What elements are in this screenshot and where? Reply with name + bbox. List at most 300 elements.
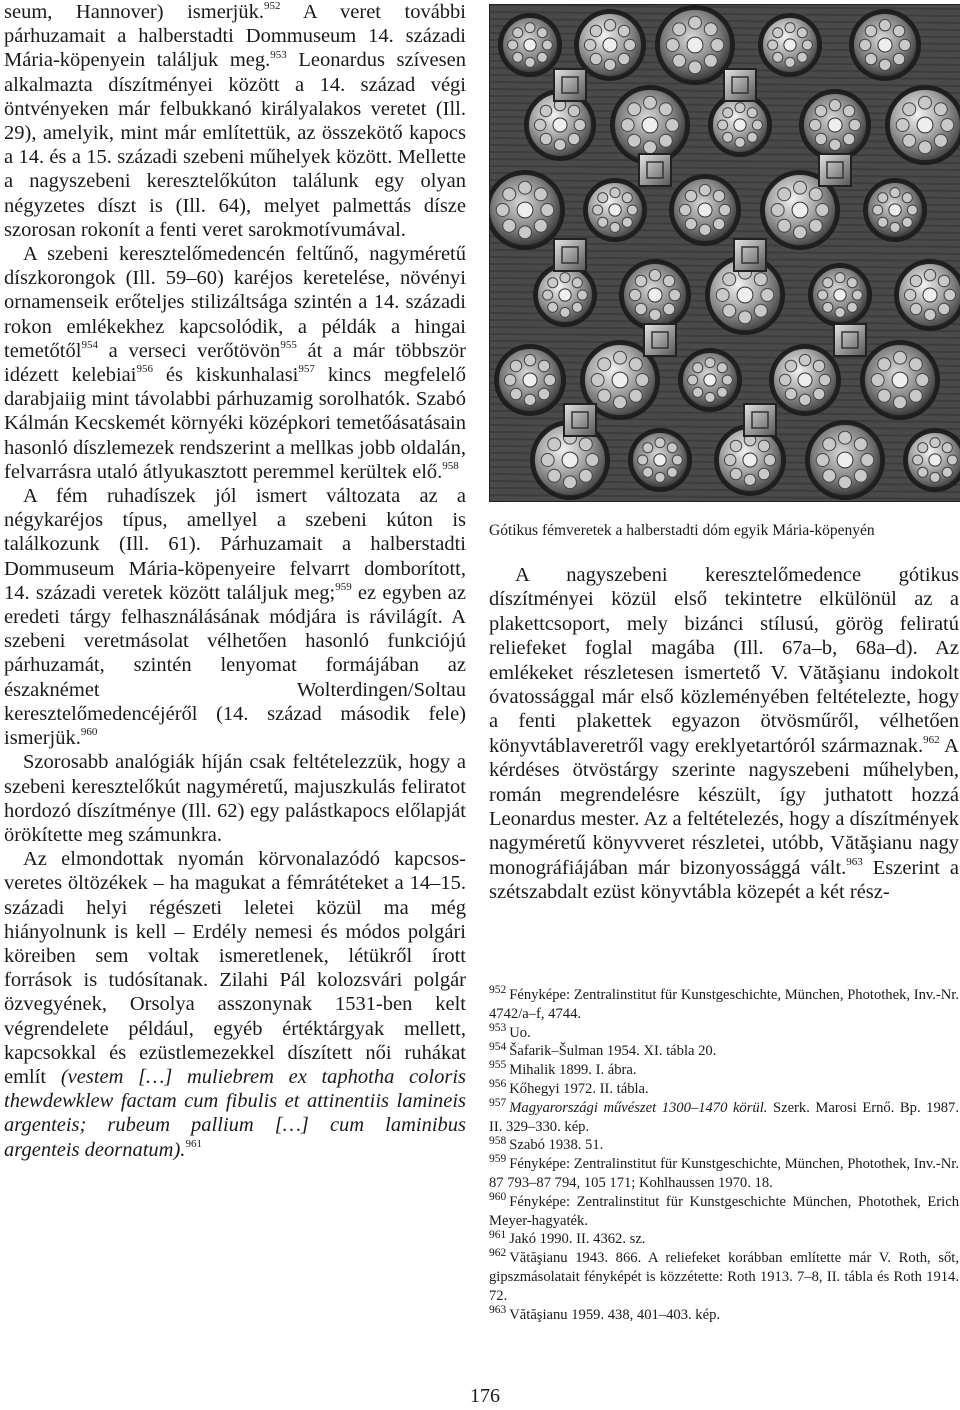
lobe-ornament [618,25,630,37]
lobe-ornament [713,218,725,230]
lobe-ornament [673,54,686,67]
lobe-ornament [909,358,922,371]
lobe-ornament [813,360,825,372]
gothic-mounts-photo [490,5,960,501]
lobe-ornament [542,40,552,50]
lobe-ornament [644,96,657,109]
lobe-ornament [591,374,604,387]
lobe-ornament [823,469,836,482]
lobe-ornament [818,290,828,300]
mount-center [517,202,533,218]
text-run: A kérdéses ötvöstárgy szerinte nagyszebeni műhelyben, román megrendelésre készült, így juthatott hozzá Leonardus mester. Az a feltételezés, hogy a díszítmények nagyméretű könyvveret részletei, utóbb, Vătăşianu nagy monográfiájában már bizonyossággá vált. [489,734,959,879]
lobe-ornament [635,303,647,315]
lobe-ornament [930,438,940,448]
mount-center [892,372,908,388]
lobe-ornament [934,103,947,116]
mount-center [834,289,846,301]
paragraph [4,0,466,242]
lobe-ornament [693,363,703,373]
lobe-ornament [735,137,745,147]
mount-center [704,374,716,386]
lobe-ornament [802,40,812,50]
footnote-number: 955 [489,1059,507,1072]
text-run: kincs megfelelő darabjaiig mint távolabbi párhuzamig sorolhatók. Szabó Kálmán Kecskemét környéki középkori temetőásatásain hasonló díszlemezek rendszerint a mellkas jobb oldalán, felvarrásra utaló átlyukasztott peremmel kerültek elő. [4,364,466,483]
lobe-ornament [537,52,547,62]
lobe-ornament [574,119,586,131]
lobe-ornament [768,40,778,50]
lobe-ornament [705,392,715,402]
lobe-ornament [894,351,907,364]
left-text-column [4,0,466,1162]
square-plaque [734,239,766,271]
lobe-ornament [924,269,936,281]
lobe-ornament [693,387,703,397]
lobe-ornament [548,469,561,482]
lobe-ornament [636,374,649,387]
lobe-ornament [873,205,883,215]
lobe-ornament [903,103,916,116]
lobe-ornament [809,188,822,201]
lobe-ornament [910,275,922,287]
footnote [489,1303,959,1325]
lobe-ornament [713,190,725,202]
lobe-ornament [902,193,912,203]
lobe-ornament [568,133,580,145]
italic-text: (vestem […] muliebrem ex taphotha coloris thewdewklew factam cum fibulis et attinentiis lamineis argenteis; rubeum pallium […] cum laminibus argenteis deornatum). [4,1065,466,1161]
lobe-ornament [835,273,845,283]
lobe-ornament [586,454,599,467]
lobe-ornament [819,374,831,386]
footnote-ref: 960 [80,726,98,739]
lobe-ornament [688,375,698,385]
lobe-ornament [859,39,871,51]
lobe-ornament [785,388,797,400]
lobe-ornament [785,57,795,67]
text-run: Eszerint a szétszabdalt ezüst könyvtábla közepét a két rész- [489,856,959,904]
lobe-ornament [724,454,736,466]
lobe-ornament [843,133,855,145]
lobe-ornament [548,278,558,288]
footnote-number: 961 [489,1228,507,1241]
lobe-ornament [865,53,877,65]
lobe-ornament [534,219,547,232]
square-plaque [819,154,851,186]
lobe-ornament [816,204,829,217]
mount-center [734,119,746,131]
text-run: A nagyszebeni keresztelőmedence gótikus díszítményei közül első tekintetre elkülönül az a plakettcsoport, mely bizánci stílusú, görög feliratú reliefeket foglal magába (Ill. 67a–b, 68a–d). Az emlékeket részletesen ismertető V. Vătăşianu indokolt óvatossággal már első közleményében feltételezte, hogy a fenti plakettek egyazon ötvösműről, vélhetően könyvtáblaveretről vagy ereklyetartóról származnak. [489,564,959,757]
lobe-ornament [938,275,950,287]
lobe-ornament [735,103,745,113]
lobe-ornament [890,222,900,232]
lobe-ornament [924,309,936,321]
figure-caption: Gótikus fémveretek a halberstadti dóm egyik Mária-köpenyén [489,522,875,539]
lobe-ornament [829,99,841,111]
lobe-ornament [534,188,547,201]
text-run: Szabó 1938. 51. [509,1137,604,1154]
lobe-ornament [663,275,675,287]
lobe-ornament [785,23,795,33]
lobe-ornament [508,40,518,50]
lobe-ornament [629,358,642,371]
lobe-ornament [797,52,807,62]
lobe-ornament [849,119,861,131]
lobe-ornament [835,307,845,317]
square-plaque [564,404,596,436]
lobe-ornament [890,188,900,198]
lobe-ornament [764,454,776,466]
text-run: Jakó 1990. II. 4362. sz. [509,1231,646,1248]
lobe-ornament [685,190,697,202]
lobe-ornament [659,103,672,116]
lobe-ornament [669,289,681,301]
lobe-ornament [799,394,811,406]
lobe-ornament [663,303,675,315]
lobe-ornament [879,19,891,31]
footnote [489,1021,959,1043]
lobe-ornament [747,132,757,142]
footnote [489,1061,959,1080]
lobe-ornament [744,474,756,486]
lobe-ornament [689,16,702,29]
text-run: Kőhegyi 1972. II. tábla. [509,1080,649,1097]
lobe-ornament [861,454,874,467]
mount-center [523,373,537,387]
lobe-ornament [941,119,954,132]
text-run: Szerk. Marosi Ernő. Bp. 1987. II. 329–330. kép. [489,1099,959,1135]
lobe-ornament [649,309,661,321]
mount-center [737,287,753,303]
lobe-ornament [847,278,857,288]
lobe-ornament [598,217,608,227]
lobe-ornament [519,226,532,239]
lobe-ornament [717,363,727,373]
footnote-number: 962 [489,1247,507,1260]
lobe-ornament [699,224,711,236]
lobe-ornament [525,23,535,33]
lobe-ornament [894,396,907,409]
lobe-ornament [797,28,807,38]
lobe-ornament [689,61,702,74]
text-run: A fém ruhadíszek jól ismert változata az a négykaréjos típus, amellyel a szebeni kúton is találkozunk (Ill. 61). Párhuzamait a halberstadti Dommuseum Mária-köpenyeire felvarrt domborított, 14. századi veretek között találjuk meg; [4,485,466,604]
text-run: Az elmondottak nyomán körvonalazódó kapcsos-veretes öltözékek – ha magukat a fémrátéteket a 14–15. századi helyi régészeti leletei közül ma még hiányolnunk is kell – Erdély nemesi és módos polgári köreiben sem voltak ismeretlenek, létükről írott források is tudósítanak. Zilahi Pál kolozsvári polgár özvegyének, Orsolya asszonynak 1531-ben kelt végrendelete például, egyéb értéktárgyak mellett, kapcsokkal és ezüstlemezekkel díszített női ruhákat említ [4,848,466,1088]
lobe-ornament [572,278,582,288]
right-text-column [489,563,959,905]
lobe-ornament [593,205,603,215]
lobe-ornament [716,289,729,302]
lobe-ornament [598,193,608,203]
text-run: Šafarik–Šulman 1954. XI. tábla 20. [509,1043,717,1060]
footnote-ref: 959 [335,581,352,594]
lobe-ornament [723,132,733,142]
mount-center [559,289,571,301]
lobe-ornament [903,134,916,147]
lobe-ornament [942,467,952,477]
footnote [489,1249,959,1305]
lobe-ornament [513,28,523,38]
lobe-ornament [717,387,727,397]
lobe-ornament [771,204,784,217]
footnote [489,1096,959,1137]
footnote [489,986,959,1024]
lobe-ornament [829,139,841,151]
lobe-ornament [723,304,736,317]
mount-center [798,373,812,387]
lobe-ornament [918,467,928,477]
lobe-ornament [519,181,532,194]
lobe-ornament [723,108,733,118]
paragraph [4,750,466,847]
lobe-ornament [544,374,556,386]
text-run: a verseci verőtövön [97,339,281,362]
lobe-ornament [722,375,732,385]
lobe-ornament [554,139,566,151]
lobe-ornament [635,275,647,287]
lobe-ornament [938,303,950,315]
lobe-ornament [904,289,916,301]
mount-center [929,454,941,466]
lobe-ornament [572,302,582,312]
lobe-ornament [627,205,637,215]
lobe-ornament [794,226,807,239]
lobe-ornament [871,374,884,387]
lobe-ornament [723,273,736,286]
lobe-ornament [503,188,516,201]
mount-center [562,452,578,468]
lobe-ornament [916,374,929,387]
lobe-ornament [711,39,724,52]
mount-center [837,452,853,468]
footnote-number: 958 [489,1134,507,1147]
lobe-ornament [773,28,783,38]
lobe-ornament [510,360,522,372]
text-run: Vătăşianu 1943. 866. A reliefeket korábban említette már V. Roth, sőt, gipszmásolatait fényképét is közzétette: Roth 1913. 7–8, II. tábla és Roth 1914. 72. [489,1250,959,1304]
lobe-ornament [577,290,587,300]
lobe-ornament [564,476,577,489]
lobe-ornament [730,468,742,480]
lobe-ornament [843,105,855,117]
footnote [489,1080,959,1099]
lobe-ornament [947,455,957,465]
lobe-ornament [643,467,653,477]
lobe-ornament [785,360,797,372]
lobe-ornament [944,289,956,301]
footnote-ref: 956 [136,363,153,376]
footnote-number: 963 [489,1303,507,1316]
lobe-ornament [705,358,715,368]
lobe-ornament [852,290,862,300]
lobe-ornament [541,454,554,467]
lobe-ornament [896,119,909,132]
text-run: Mihalik 1899. I. ábra. [509,1062,637,1079]
text-run: át a már többször idézett kelebiai [4,339,466,387]
lobe-ornament [918,443,928,453]
mount-center [687,37,703,53]
mount-center [878,38,892,52]
lobe-ornament [816,454,829,467]
lobe-ornament [604,59,616,71]
lobe-ornament [568,105,580,117]
lobe-ornament [739,311,752,324]
footnote-number: 952 [489,984,507,997]
lobe-ornament [730,440,742,452]
mount-center [792,202,808,218]
lobe-ornament [878,217,888,227]
lobe-ornament [590,25,602,37]
text-run: Uo. [509,1024,531,1041]
lobe-ornament [673,23,686,36]
lobe-ornament [878,358,891,371]
paragraph [4,484,466,750]
footnote-number: 956 [489,1078,507,1091]
lobe-ornament [754,304,767,317]
footnote-number: 953 [489,1021,507,1034]
lobe-ornament [718,120,728,130]
lobe-ornament [799,354,811,366]
lobe-ornament [621,119,634,132]
footnotes [489,986,959,1324]
mount-center [642,117,658,133]
lobe-ornament [779,374,791,386]
footnote-ref: 958 [442,460,459,473]
lobe-ornament [761,289,774,302]
lobe-ornament [909,389,922,402]
lobe-ornament [893,25,905,37]
lobe-ornament [496,204,509,217]
lobe-ornament [704,54,717,67]
lobe-ornament [604,19,616,31]
footnote-ref: 955 [280,339,297,352]
lobe-ornament [704,23,717,36]
text-run: Fényképe: Zentralinstitut für Kunstgeschichte München, Photothek, Erich Meyer-hagyaték. [489,1193,959,1229]
footnote-ref: 961 [185,1137,202,1150]
lobe-ornament [667,467,677,477]
lobe-ornament [672,455,682,465]
lobe-ornament [614,351,627,364]
mount-center [648,288,662,302]
lobe-ornament [524,394,536,406]
lobe-ornament [525,57,535,67]
lobe-ornament [622,193,632,203]
footnote [489,1042,959,1061]
lobe-ornament [624,39,636,51]
mount-center [654,454,666,466]
lobe-ornament [854,438,867,451]
lobe-ornament [548,302,558,312]
mount-center [524,39,536,51]
lobe-ornament [649,269,661,281]
lobe-ornament [758,468,770,480]
square-plaque [834,324,866,356]
lobe-ornament [510,388,522,400]
lobe-ornament [747,108,757,118]
lobe-ornament [629,389,642,402]
lobe-ornament [667,443,677,453]
mount-center [889,204,901,216]
text-run: Vătăşianu 1959. 438, 401–403. kép. [509,1306,721,1323]
lobe-ornament [504,374,516,386]
text-run: Fényképe: Zentralinstitut für Kunstgeschichte, München, Photothek, Inv.-Nr. 4742/a–f, 4744. [489,987,959,1022]
lobe-ornament [538,360,550,372]
lobe-ornament [699,184,711,196]
square-plaque [644,324,676,356]
lobe-ornament [513,52,523,62]
lobe-ornament [543,290,553,300]
footnote-number: 957 [489,1096,507,1109]
lobe-ornament [809,219,822,232]
lobe-ornament [794,181,807,194]
lobe-ornament [752,120,762,130]
lobe-ornament [534,119,546,131]
mount-center [553,118,567,132]
lobe-ornament [679,204,691,216]
mount-center [698,203,712,217]
mount-center [784,39,796,51]
lobe-ornament [524,354,536,366]
lobe-ornament [666,119,679,132]
lobe-ornament [854,469,867,482]
lobe-ornament [934,134,947,147]
lobe-ornament [548,438,561,451]
lobe-ornament [813,388,825,400]
lobe-ornament [598,358,611,371]
square-plaque [554,69,586,101]
footnote [489,1190,959,1231]
lobe-ornament [719,204,731,216]
lobe-ornament [910,303,922,315]
lobe-ornament [913,455,923,465]
lobe-ornament [815,133,827,145]
lobe-ornament [537,28,547,38]
lobe-ornament [614,396,627,409]
lobe-ornament [839,476,852,489]
lobe-ornament [579,438,592,451]
lobe-ornament [540,133,552,145]
footnote-ref: 952 [263,0,281,13]
lobe-ornament [560,273,570,283]
text-run: Fényképe: Zentralinstitut für Kunstgeschichte, München, Photothek, Inv.-Nr. 87 793–87 794, 105 171; Kohlhaussen 1970. 18. [489,1156,959,1191]
lobe-ornament [809,119,821,131]
lobe-ornament [610,222,620,232]
lobe-ornament [823,438,836,451]
lobe-ornament [919,96,932,109]
lobe-ornament [839,431,852,444]
lobe-ornament [540,105,552,117]
lobe-ornament [503,219,516,232]
square-plaque [554,239,586,271]
lobe-ornament [879,59,891,71]
lobe-ornament [655,472,665,482]
footnote [489,1155,959,1193]
lobe-ornament [823,278,833,288]
paragraph [4,847,466,1162]
lobe-ornament [893,53,905,65]
mount-center [917,117,933,133]
text-run: és kiskunhalasi [152,364,299,387]
text-run: ez egyben az eredeti tárgy felhasználásának módjára is rávilágít. A szebeni veretmásolat vélhetően hasonló funkciójú párhuzamát, szintén lenyomat formájában az északnémet Wolterdingen/Soltau keresztelőmedencéjéről (14. század második fele) ismerjük. [4,581,467,750]
footnote-number: 959 [489,1153,507,1166]
lobe-ornament [628,134,641,147]
lobe-ornament [899,39,911,51]
lobe-ornament [758,440,770,452]
footnote [489,1230,959,1249]
text-run: A veret további párhuzamait a halberstadti Dommuseum 14. századi Mária-köpenyein találjuk meg. [4,1,466,72]
square-plaque [744,404,776,436]
lobe-ornament [778,219,791,232]
lobe-ornament [778,188,791,201]
lobe-ornament [902,217,912,227]
lobe-ornament [538,388,550,400]
lobe-ornament [823,302,833,312]
